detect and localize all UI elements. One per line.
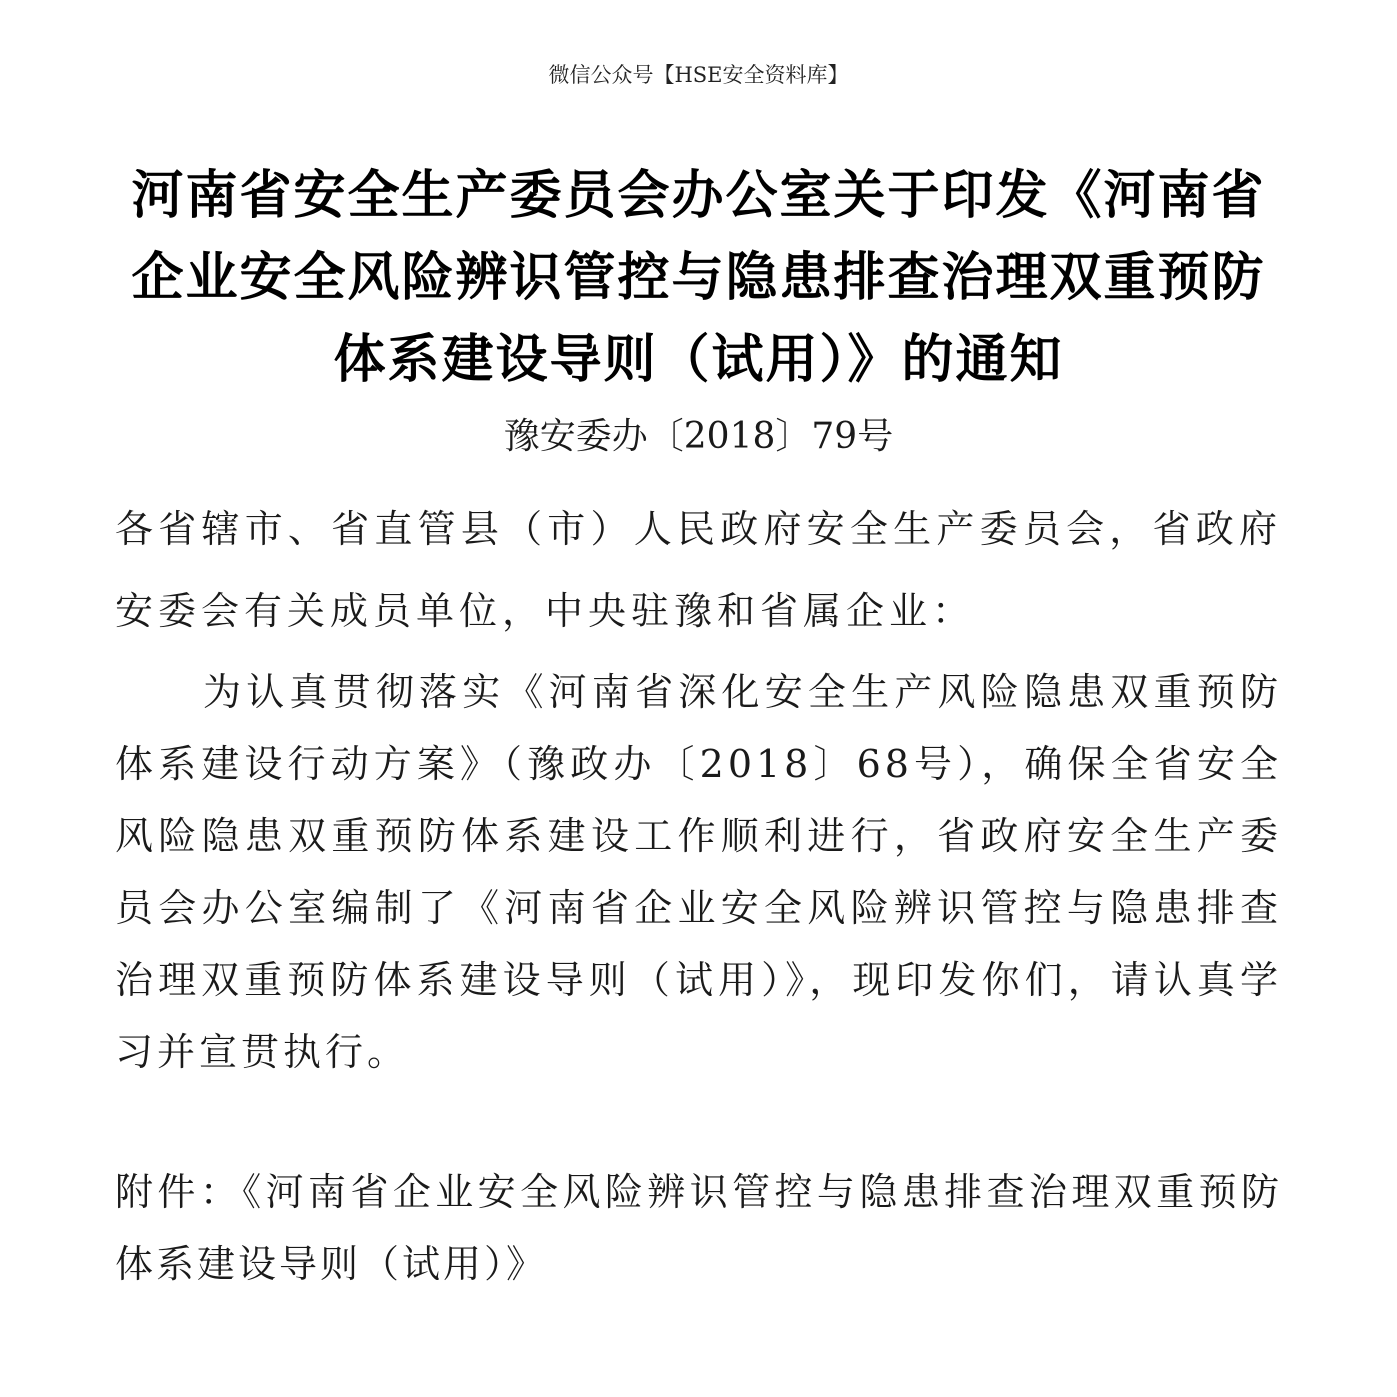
document-number: 豫安委办〔2018〕79号	[503, 416, 894, 457]
addressee: 各省辖市、省直管县（市）人民政府安全生产委员会，省政府安委会有关成员单位，中央驻豫和省属企业：	[115, 507, 1282, 633]
body-paragraph: 为认真贯彻落实《河南省深化安全生产风险隐患双重预防体系建设行动方案》（豫政办〔2018〕68号），确保全省安全风险隐患双重预防体系建设工作顺利进行，省政府安全生产委员会办公室编制了《河南省企业安全风险辨识管控与隐患排查治理双重预防体系建设导则（试用）》，现印发你们，请认真学习并宣贯执行。	[115, 670, 1282, 1074]
wechat-account-note: 微信公众号【HSE安全资料库】	[548, 63, 849, 87]
attachment-line: 附件：《河南省企业安全风险辨识管控与隐患排查治理双重预防体系建设导则（试用）》	[115, 1170, 1282, 1286]
document-title: 河南省安全生产委员会办公室关于印发《河南省企业安全风险辨识管控与隐患排查治理双重预防体系建设导则（试用）》的通知	[131, 165, 1266, 390]
